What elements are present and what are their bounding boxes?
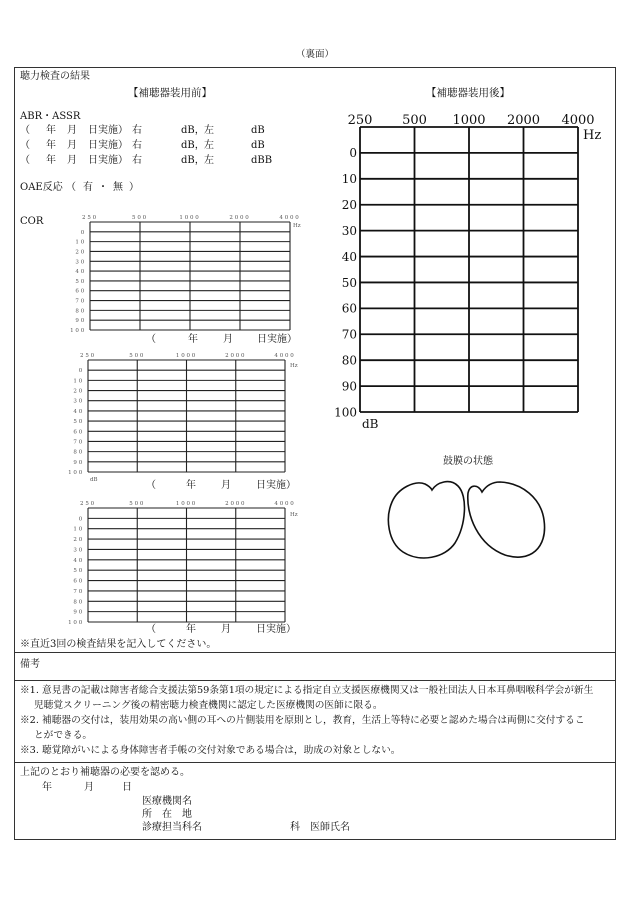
level-tick-label: 40 [341, 249, 357, 264]
level-tick-label: 20 [75, 249, 86, 256]
date-open: （ [146, 480, 156, 491]
level-tick-label: 80 [73, 449, 84, 456]
level-tick-label: 60 [75, 288, 86, 295]
level-tick-label: 70 [341, 327, 357, 342]
abr-row [0, 141, 630, 153]
abr-label: ABR・ASSR [20, 111, 81, 122]
oae-open: （ [66, 182, 76, 193]
frequency-unit-label: Hz [583, 128, 602, 143]
level-tick-label: 20 [73, 537, 84, 544]
section-heading: 聴力検査の結果 [20, 71, 90, 82]
abr-row [0, 126, 630, 138]
frequency-tick-label: 250 [80, 353, 96, 359]
institution-name-label: 医療機関名 [142, 796, 192, 807]
level-tick-label: 90 [73, 459, 84, 466]
oae-yes-option: 有 [83, 182, 93, 193]
cor-chart-date [0, 335, 630, 347]
right-ear-unit: dB， [181, 140, 205, 151]
left-ear-unit: dBB [251, 155, 273, 166]
page-side-label: （裏面） [295, 49, 334, 60]
date-open: （ [146, 624, 156, 635]
date-day: 日実施） [88, 155, 128, 166]
level-tick-label: 0 [78, 516, 84, 523]
frequency-tick-label: 500 [132, 215, 148, 221]
level-tick-label: 10 [75, 239, 86, 246]
date-month: 月 [221, 480, 231, 491]
level-tick-label: 40 [75, 269, 86, 276]
certification-month: 月 [84, 782, 94, 793]
frequency-unit-label: Hz [290, 363, 298, 369]
certification-statement: 上記のとおり補聴器の必要を認める。 [20, 767, 190, 778]
level-tick-label: 40 [73, 557, 84, 564]
oae-no-option: 無 [113, 182, 123, 193]
frequency-tick-label: 4000 [274, 501, 296, 507]
note-line: 児聴覚スクリーニング後の精密聴力検査機関に認定した医療機関の医師に限る。 [34, 700, 383, 711]
note-line: ※1. 意見書の記載は障害者総合支援法第59条第1項の規定による指定自立支援医療機関又は一般社団法人日本耳鼻咽喉科学会が新生 [20, 685, 594, 696]
date-day: 日実施） [256, 624, 296, 635]
level-tick-label: 100 [68, 619, 84, 626]
eardrum-label: 鼓膜の状態 [443, 456, 493, 467]
date-month: 月 [223, 334, 233, 345]
section-divider [14, 652, 616, 653]
address-label: 所 在 地 [142, 809, 192, 820]
instruction-note: ※直近3回の検査結果を記入してください。 [20, 639, 217, 650]
level-tick-label: 80 [341, 353, 357, 368]
date-day: 日実施） [88, 140, 128, 151]
right-ear-label: 右 [132, 155, 142, 166]
cor-chart-date [0, 625, 630, 637]
level-tick-label: 50 [75, 278, 86, 285]
frequency-unit-label: Hz [290, 512, 298, 518]
frequency-tick-label: 2000 [506, 113, 541, 128]
note-line: ※3. 聴覚障がいによる身体障害者手帳の交付対象である場合は，助成の対象としない。 [20, 745, 401, 756]
frequency-tick-label: 2000 [225, 501, 247, 507]
level-tick-label: 90 [341, 379, 357, 394]
level-tick-label: 100 [334, 405, 357, 420]
date-month: 月 [67, 140, 77, 151]
level-tick-label: 50 [73, 568, 84, 575]
level-tick-label: 30 [341, 223, 357, 238]
cor-chart-date [0, 481, 630, 493]
level-tick-label: 50 [73, 419, 84, 426]
frequency-tick-label: 500 [129, 501, 146, 507]
date-year: 年 [186, 480, 196, 491]
frequency-tick-label: 4000 [279, 215, 301, 221]
date-year: 年 [188, 334, 198, 345]
level-tick-label: 0 [80, 229, 86, 236]
remarks-label: 備考 [20, 659, 40, 670]
certification-year: 年 [42, 782, 52, 793]
level-tick-label: 60 [73, 578, 84, 585]
oae-row [0, 183, 630, 195]
level-tick-label: 20 [341, 198, 357, 213]
abr-row [0, 156, 630, 168]
date-open: （ [20, 155, 30, 166]
date-open: （ [146, 334, 156, 345]
date-year: 年 [46, 155, 56, 166]
date-month: 月 [67, 125, 77, 136]
level-tick-label: 50 [341, 275, 357, 290]
cor-label: COR [20, 216, 44, 227]
right-ear-label: 右 [132, 125, 142, 136]
level-tick-label: 0 [78, 368, 84, 375]
date-day: 日実施） [256, 480, 296, 491]
level-tick-label: 90 [75, 318, 86, 325]
oae-close: ） [129, 182, 139, 193]
department-label: 診療担当科名 [142, 822, 202, 833]
level-tick-label: 10 [73, 378, 84, 385]
after-fitting-label: 【補聴器装用後】 [426, 87, 510, 99]
level-tick-label: 10 [73, 526, 84, 533]
frequency-tick-label: 500 [129, 353, 146, 359]
oae-label: OAE反応 [20, 182, 63, 193]
frequency-tick-label: 4000 [274, 353, 296, 359]
level-tick-label: 70 [73, 439, 84, 446]
frequency-tick-label: 1000 [175, 501, 198, 507]
section-divider [14, 762, 616, 763]
level-tick-label: 10 [341, 172, 357, 187]
date-open: （ [20, 140, 30, 151]
date-year: 年 [46, 125, 56, 136]
oae-separator: ・ [98, 182, 108, 193]
doctor-name-label: 科 医師氏名 [290, 822, 350, 833]
certification-day: 日 [122, 782, 132, 793]
right-ear-label: 右 [132, 140, 142, 151]
date-open: （ [20, 125, 30, 136]
level-tick-label: 80 [73, 599, 84, 606]
left-ear-label: 左 [204, 155, 214, 166]
level-tick-label: 60 [341, 301, 357, 316]
frequency-tick-label: 2000 [229, 215, 251, 221]
date-day: 日実施） [257, 334, 297, 345]
date-month: 月 [67, 155, 77, 166]
level-tick-label: 100 [70, 327, 86, 334]
left-ear-unit: dB [251, 125, 265, 136]
level-tick-label: 20 [73, 388, 84, 395]
frequency-tick-label: 4000 [561, 113, 595, 128]
level-tick-label: 100 [68, 469, 84, 476]
level-tick-label: 80 [75, 308, 86, 315]
right-ear-unit: dB， [181, 155, 205, 166]
frequency-unit-label: Hz [293, 223, 301, 229]
level-unit-label: dB [90, 477, 98, 483]
date-month: 月 [221, 624, 231, 635]
level-tick-label: 70 [75, 298, 86, 305]
level-tick-label: 60 [73, 429, 84, 436]
frequency-tick-label: 1000 [452, 113, 486, 128]
level-tick-label: 30 [75, 259, 86, 266]
before-fitting-label: 【補聴器装用前】 [128, 87, 212, 99]
level-tick-label: 30 [73, 547, 84, 554]
level-tick-label: 0 [349, 146, 357, 161]
frequency-tick-label: 250 [82, 215, 98, 221]
level-tick-label: 90 [73, 609, 84, 616]
frequency-tick-label: 1000 [175, 353, 198, 359]
frequency-tick-label: 250 [80, 501, 96, 507]
frequency-tick-label: 2000 [225, 353, 247, 359]
section-divider [14, 680, 616, 681]
left-ear-unit: dB [251, 140, 265, 151]
note-line: ※2. 補聴器の交付は，装用効果の高い側の耳への片側装用を原則とし，教育，生活上等特に必要と認めた場合は両側に交付するこ [20, 715, 585, 726]
level-unit-label: dB [362, 417, 379, 431]
date-year: 年 [46, 140, 56, 151]
frequency-tick-label: 250 [347, 113, 373, 128]
right-ear-unit: dB， [181, 125, 205, 136]
level-tick-label: 70 [73, 588, 84, 595]
left-ear-label: 左 [204, 140, 214, 151]
note-line: とができる。 [34, 730, 93, 741]
date-year: 年 [186, 624, 196, 635]
level-tick-label: 40 [73, 408, 84, 415]
frequency-tick-label: 500 [402, 113, 427, 128]
left-ear-label: 左 [204, 125, 214, 136]
frequency-tick-label: 1000 [179, 215, 201, 221]
level-tick-label: 30 [73, 398, 84, 405]
date-day: 日実施） [88, 125, 128, 136]
